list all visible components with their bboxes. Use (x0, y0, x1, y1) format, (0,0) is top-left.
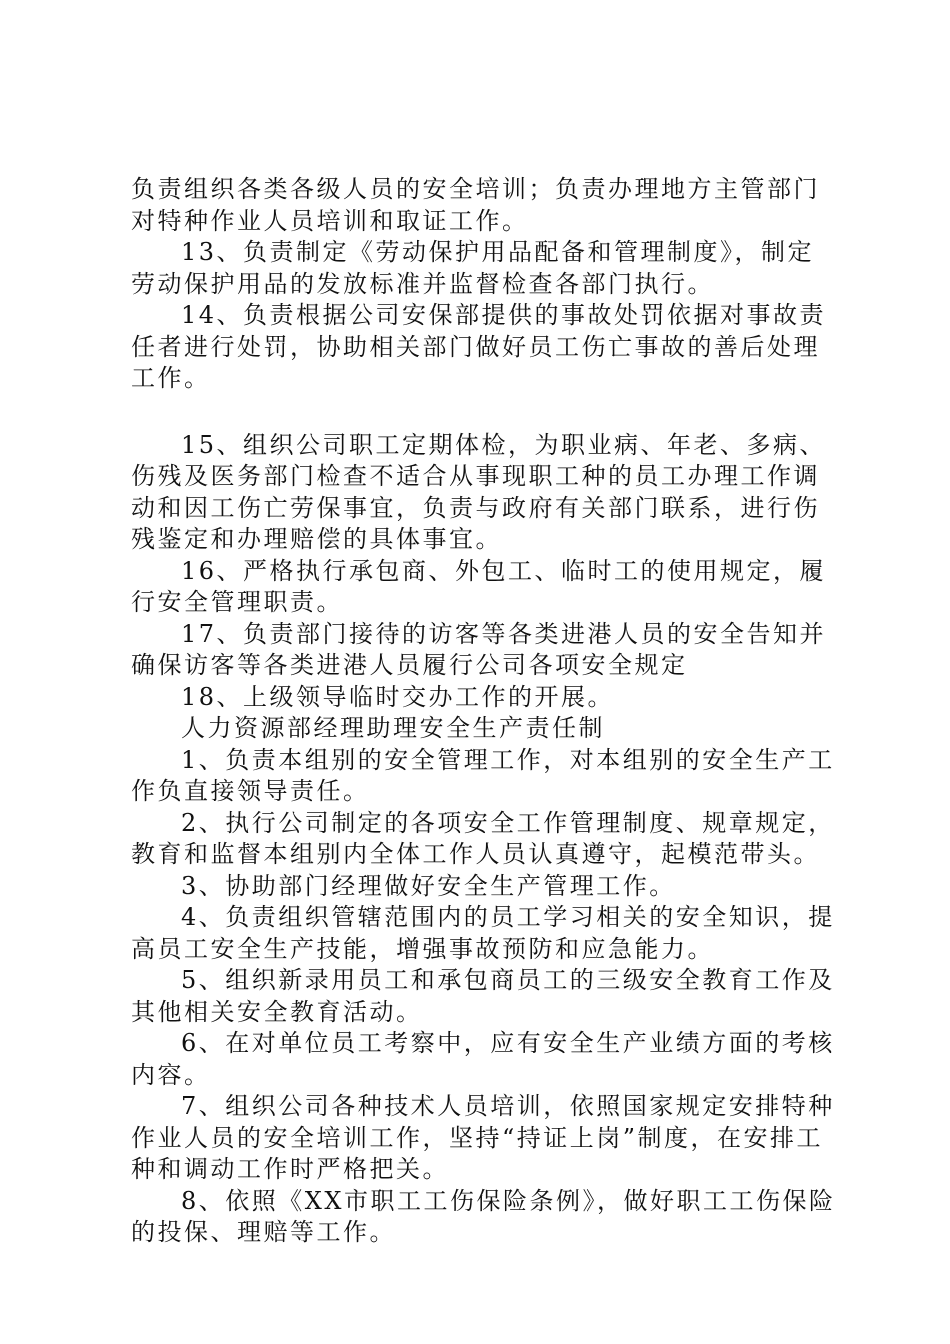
paragraph-assistant-7: 7、组织公司各种技术人员培训，依照国家规定安排特种作业人员的安全培训工作，坚持“持证上岗”制度，在安排工种和调动工作时严格把关。 (131, 1092, 835, 1183)
paragraph-18: 18、上级领导临时交办工作的开展。 (181, 682, 615, 711)
paragraph-assistant-4: 4、负责组织管辖范围内的员工学习相关的安全知识，提高员工安全生产技能，增强事故预防和应急能力。 (131, 903, 835, 963)
paragraph-15: 15、组织公司职工定期体检，为职业病、年老、多病、伤残及医务部门检查不适合从事现职工种的员工办理工作调动和因工伤亡劳保事宜，负责与政府有关部门联系，进行伤残鉴定和办理赔偿的具体事宜。 (131, 430, 827, 553)
document-body (131, 174, 836, 1249)
paragraph-assistant-3: 3、协助部门经理做好安全生产管理工作。 (181, 871, 676, 900)
paragraph-16: 16、严格执行承包商、外包工、临时工的使用规定，履行安全管理职责。 (131, 556, 827, 616)
paragraph-assistant-8: 8、依照《XX市职工工伤保险条例》，做好职工工伤保险的投保、理赔等工作。 (131, 1186, 836, 1246)
paragraph-0: 负责组织各类各级人员的安全培训；负责办理地方主管部门对特种作业人员培训和取证工作。 (131, 175, 820, 235)
paragraph-14: 14、负责根据公司安保部提供的事故处罚依据对事故责任者进行处罚，协助相关部门做好员工伤亡事故的善后处理工作。 (131, 301, 827, 392)
paragraph-17: 17、负责部门接待的访客等各类进港人员的安全告知并确保访客等各类进港人员履行公司各项安全规定 (131, 619, 827, 679)
section-heading: 人力资源部经理助理安全生产责任制 (181, 714, 605, 742)
paragraph-assistant-2: 2、执行公司制定的各项安全工作管理制度、规章规定，教育和监督本组别内全体工作人员认真遵守，起模范带头。 (131, 808, 835, 868)
paragraph-assistant-6: 6、在对单位员工考察中，应有安全生产业绩方面的考核内容。 (131, 1029, 835, 1089)
paragraph-assistant-1: 1、负责本组别的安全管理工作，对本组别的安全生产工作负直接领导责任。 (131, 745, 835, 805)
paragraph-13: 13、负责制定《劳动保护用品配备和管理制度》，制定劳动保护用品的发放标准并监督检查各部门执行。 (131, 238, 815, 298)
paragraph-assistant-5: 5、组织新录用员工和承包商员工的三级安全教育工作及其他相关安全教育活动。 (131, 966, 835, 1026)
